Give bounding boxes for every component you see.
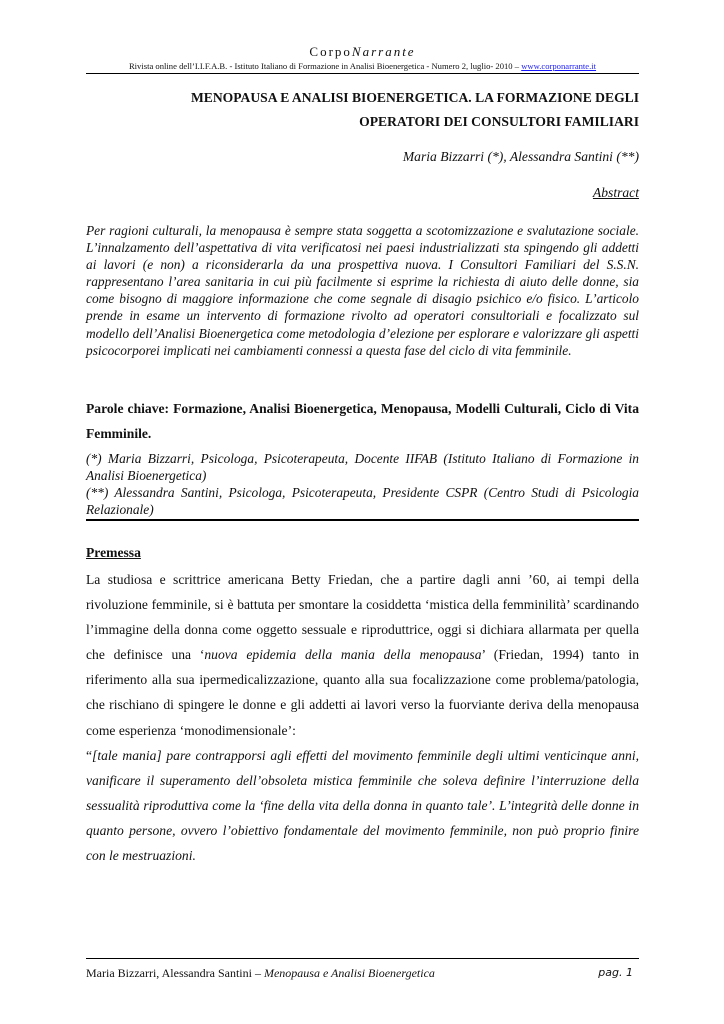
article-authors: Maria Bizzarri (*), Alessandra Santini (**) xyxy=(402,149,639,164)
footer-citation xyxy=(86,966,435,981)
journal-subtitle xyxy=(86,61,639,71)
header-rule xyxy=(86,73,639,74)
affiliation-1: (*) Maria Bizzarri, Psicologa, Psicoterapeuta, Docente IIFAB (Istituto Italiano di Formazione in Analisi Bioenergetica) xyxy=(86,451,639,483)
journal-name-plain: Corpo xyxy=(309,44,352,59)
section-heading: Premessa xyxy=(86,545,141,560)
journal-title xyxy=(86,44,639,60)
quote-paragraph xyxy=(86,743,639,868)
abstract-text: Per ragioni culturali, la menopausa è sempre stata soggetta a scotomizzazione e svalutazione sociale. L’innalzamento dell’aspettativa di vita verificatosi nei paesi industrializzati sta spingendo gli addetti ai lavori (e non) a riconsiderarla da una prospettiva nuova. I Consultori Familiari del S.S.N. rappresentano l’area sanitaria in cui più facilmente si esprime la richiesta di aiuto delle donne, sia come bisogno di maggiore informazione che come segnale di disagio psichico e/o fisico. L’articolo prende in esame un intervento di formazione rivolto ad operatori consultoriali e focalizzato sul modello dell’Analisi Bioenergetica come metodologia d’elezione per esplorare e valorizzare gli aspetti psicocorporei implicati nei cambiamenti connessi a questa fase del ciclo di vita femminile. xyxy=(86,223,639,358)
article-title xyxy=(86,86,639,134)
footer-rule xyxy=(86,958,639,959)
body-text xyxy=(86,567,639,868)
footer-short-title: Menopausa e Analisi Bioenergetica xyxy=(263,966,435,980)
abstract-heading: Abstract xyxy=(592,185,639,200)
affiliations xyxy=(86,450,639,518)
journal-website-link[interactable]: www.corponarrante.it xyxy=(521,61,597,71)
paragraph-1-part-c: ’ (Friedan, 1994) tanto in riferimento alla sua ipermedicalizzazione, quanto alla sua focalizzazione come problema/patologia, che rischiano di spingere le donne e gli addetti ai lavori verso la fuorviante deriva della menopausa come esperienza ‘monodimensionale’: xyxy=(86,647,640,738)
paragraph-1-part-a: La studiosa e scrittrice americana Betty Friedan xyxy=(86,572,370,587)
journal-name-italic: Narrante xyxy=(351,44,416,59)
paragraph-1-part-b: , che a partire dagli anni ’60, ai tempi della rivoluzione femminile, si è battuta per smontare la cosiddetta ‘mistica della femminilità’ scardinando l’immagine della donna come oggetto sessuale e riproduttrice, oggi si dichiara allarmata per quella che definisce una ‘ xyxy=(86,572,639,663)
article-title-line-1: MENOPAUSA E ANALISI BIOENERGETICA. LA FORMAZIONE DEGLI xyxy=(190,90,639,105)
section-separator xyxy=(86,519,639,521)
quote-text: [tale mania] pare contrapporsi agli effetti del movimento femminile degli ultimi venticinque anni, vanificare il superamento dell’obsoleta mistica femminile che soleva definire l’interruzione della sessualità riproduttiva come la ‘fine della vita della donna in quanto tale’. L’integrità delle donne in quanto persone, ovvero l’obiettivo fondamentale del movimento femminile, non può proprio finire con le mestruazioni. xyxy=(86,747,639,864)
journal-subtitle-text: Rivista online dell’I.I.F.A.B. - Istituto Italiano di Formazione in Analisi Bioenergetica - Numero 2, luglio- 2010 – xyxy=(128,61,520,71)
paragraph-1-italic: nuova epidemia della mania della menopausa xyxy=(204,647,482,663)
affiliation-2: (**) Alessandra Santini, Psicologa, Psicoterapeuta, Presidente CSPR (Centro Studi di Psicologia Relazionale) xyxy=(86,485,639,517)
page-number: pag. 1 xyxy=(598,966,633,979)
article-title-line-2: OPERATORI DEI CONSULTORI FAMILIARI xyxy=(359,114,639,129)
quote-open-mark: “ xyxy=(86,747,93,763)
keywords: Parole chiave: Formazione, Analisi Bioenergetica, Menopausa, Modelli Culturali, Ciclo di Vita Femminile. xyxy=(86,401,639,441)
paragraph-1 xyxy=(86,567,639,743)
footer-authors: Maria Bizzarri, Alessandra Santini – xyxy=(86,966,261,980)
